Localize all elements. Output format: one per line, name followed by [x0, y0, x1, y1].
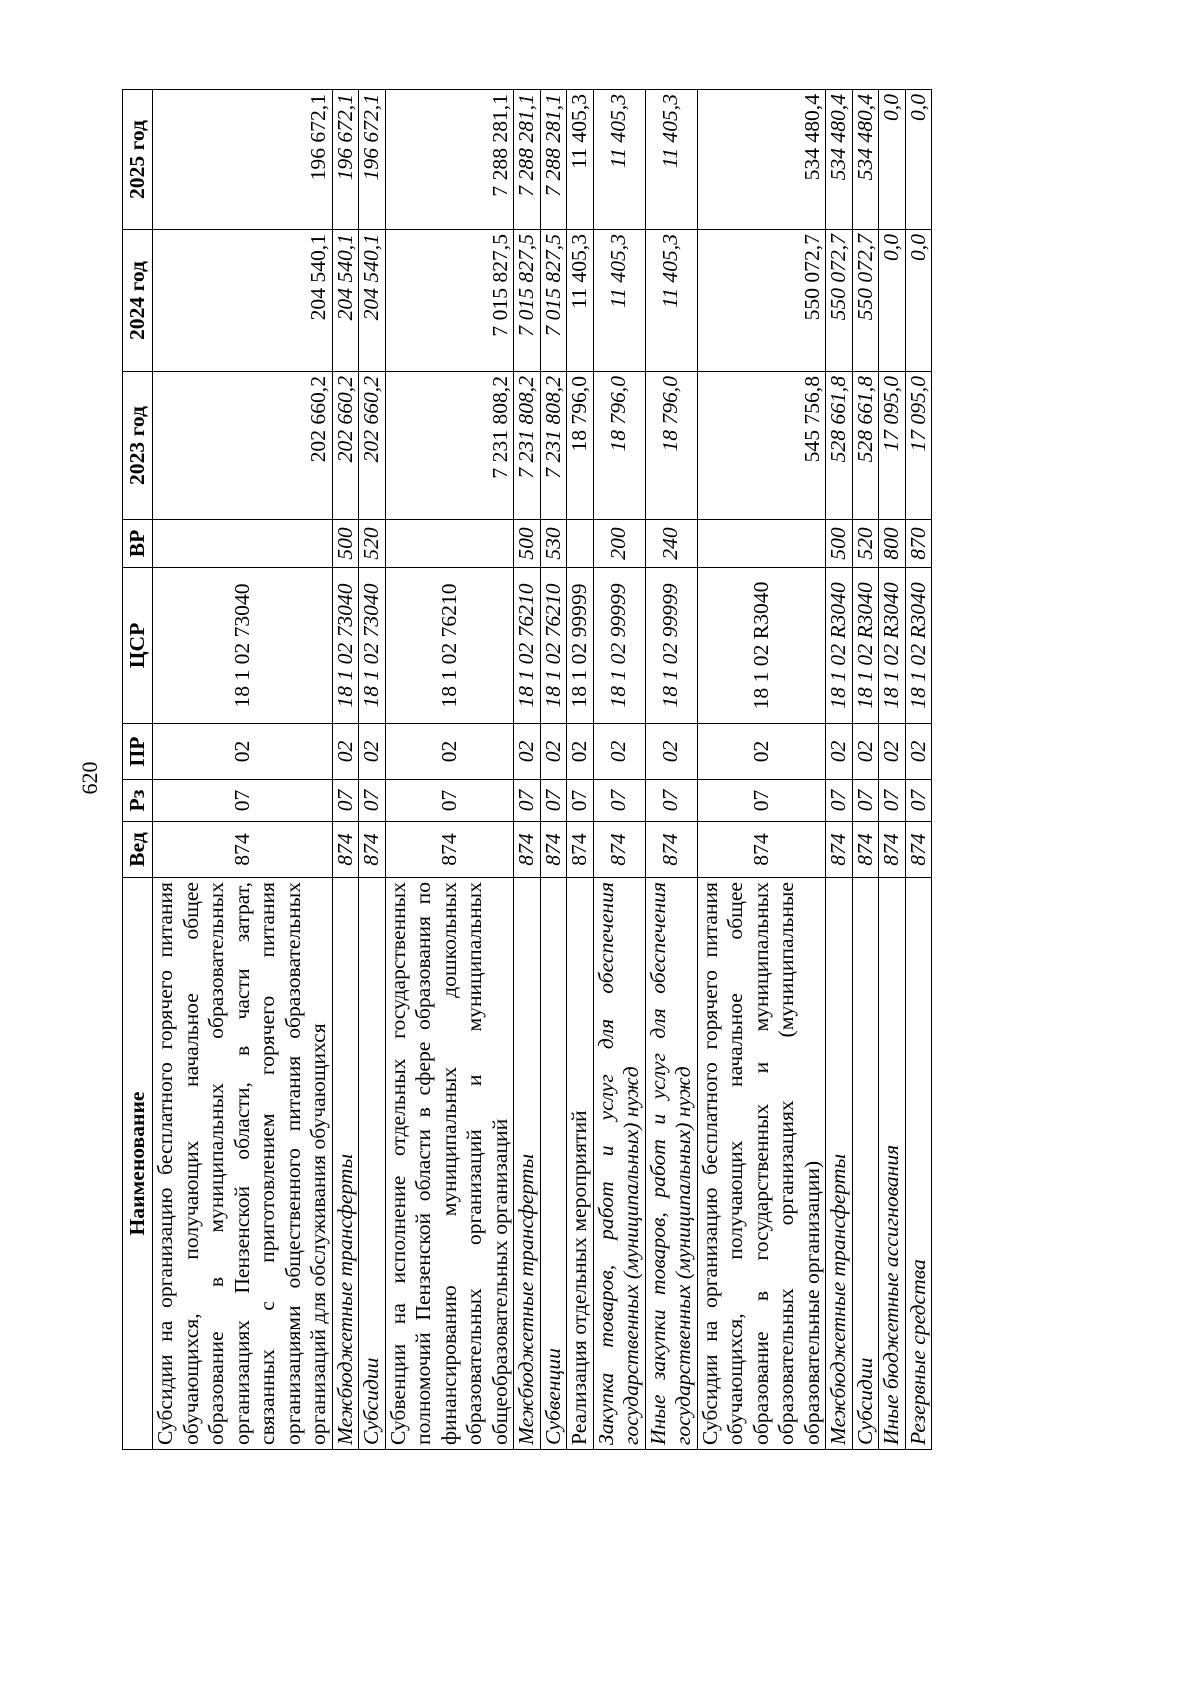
name-line: образовательных организациях (муниципальные: [774, 882, 798, 1445]
cell-year-2024: 11 405,3: [645, 230, 697, 372]
table-row: [385, 90, 514, 1450]
cell-name: [540, 878, 567, 1450]
cell-year-2024: 7 015 827,5: [540, 230, 567, 372]
table-row: [567, 90, 594, 1450]
cell-year-2025: 196 672,1: [359, 90, 386, 230]
cell-pr: 02: [332, 724, 359, 780]
cell-ved: 874: [645, 822, 697, 878]
cell-year-2023: 18 796,0: [645, 372, 697, 520]
cell-name: [879, 878, 906, 1450]
cell-csr: 18 1 02 99999: [567, 568, 594, 724]
cell-name: [645, 878, 697, 1450]
cell-name: [385, 878, 514, 1450]
budget-table: [122, 89, 932, 1450]
name-line: Межбюджетные трансферты: [332, 1153, 357, 1445]
cell-csr: 18 1 02 99999: [645, 568, 697, 724]
header-year-2025: 2025 год: [123, 90, 153, 230]
cell-rz: 07: [567, 780, 594, 822]
cell-csr: 18 1 02 99999: [593, 568, 645, 724]
header-name: Наименование: [123, 878, 153, 1450]
cell-csr: 18 1 02 73040: [153, 568, 333, 724]
cell-pr: 02: [540, 724, 567, 780]
cell-year-2023: 7 231 808,2: [540, 372, 567, 520]
cell-vr: 500: [514, 520, 541, 568]
cell-year-2025: 534 480,4: [697, 90, 826, 230]
cell-year-2025: 196 672,1: [332, 90, 359, 230]
cell-csr: 18 1 02 73040: [359, 568, 386, 724]
cell-rz: 07: [697, 780, 826, 822]
cell-year-2024: 204 540,1: [332, 230, 359, 372]
cell-year-2023: 7 231 808,2: [514, 372, 541, 520]
name-line: Закупка товаров, работ и услуг для обеспечения: [593, 882, 618, 1445]
page-number: 620: [77, 761, 102, 795]
cell-year-2024: 204 540,1: [153, 230, 333, 372]
cell-csr: 18 1 02 R3040: [879, 568, 906, 724]
cell-name: [514, 878, 541, 1450]
cell-vr: [697, 520, 826, 568]
cell-rz: 07: [645, 780, 697, 822]
cell-year-2025: 7 288 281,1: [385, 90, 514, 230]
cell-ved: 874: [852, 822, 879, 878]
table-row: [645, 90, 697, 1450]
name-line: образование в государственных и муниципальных: [748, 882, 773, 1445]
cell-year-2024: 11 405,3: [593, 230, 645, 372]
cell-vr: 520: [852, 520, 879, 568]
cell-year-2023: 7 231 808,2: [385, 372, 514, 520]
cell-rz: 07: [593, 780, 645, 822]
name-line: Субвенции: [540, 1348, 565, 1445]
cell-year-2024: 7 015 827,5: [385, 230, 514, 372]
cell-csr: 18 1 02 R3040: [905, 568, 932, 724]
cell-rz: 07: [332, 780, 359, 822]
header-csr: ЦСР: [123, 568, 153, 724]
name-line: связанных с приготовлением горячего питания: [255, 882, 279, 1445]
cell-rz: 07: [826, 780, 853, 822]
cell-name: [153, 878, 333, 1450]
name-line: Субсидии: [359, 1357, 383, 1445]
header-vr: ВР: [123, 520, 153, 568]
cell-year-2024: 204 540,1: [359, 230, 386, 372]
cell-pr: 02: [514, 724, 541, 780]
cell-ved: 874: [540, 822, 567, 878]
cell-year-2025: 196 672,1: [153, 90, 333, 230]
table-row: [879, 90, 906, 1450]
cell-rz: 07: [905, 780, 932, 822]
cell-ved: 874: [879, 822, 906, 878]
cell-ved: 874: [359, 822, 386, 878]
table-row: [540, 90, 567, 1450]
cell-ved: 874: [332, 822, 359, 878]
cell-year-2023: 17 095,0: [879, 372, 906, 520]
cell-year-2024: 550 072,7: [697, 230, 826, 372]
cell-csr: 18 1 02 76210: [540, 568, 567, 724]
cell-csr: 18 1 02 R3040: [826, 568, 853, 724]
cell-year-2023: 545 756,8: [697, 372, 826, 520]
name-line: финансированию муниципальных дошкольных: [436, 882, 461, 1445]
table-row: [697, 90, 826, 1450]
cell-year-2024: 0,0: [905, 230, 932, 372]
cell-csr: 18 1 02 R3040: [852, 568, 879, 724]
name-line: общеобразовательных организаций: [487, 1118, 512, 1445]
cell-csr: 18 1 02 R3040: [697, 568, 826, 724]
cell-csr: 18 1 02 76210: [385, 568, 514, 724]
cell-csr: 18 1 02 73040: [332, 568, 359, 724]
cell-rz: 07: [540, 780, 567, 822]
cell-year-2025: 0,0: [879, 90, 906, 230]
cell-year-2025: 11 405,3: [593, 90, 645, 230]
cell-vr: 200: [593, 520, 645, 568]
cell-vr: 520: [359, 520, 386, 568]
cell-csr: 18 1 02 76210: [514, 568, 541, 724]
cell-vr: 500: [332, 520, 359, 568]
table-row: [514, 90, 541, 1450]
header-rz: Рз: [123, 780, 153, 822]
name-line: Иные закупки товаров, работ и услуг для обеспечения: [645, 882, 670, 1445]
cell-ved: 874: [514, 822, 541, 878]
cell-year-2023: 17 095,0: [905, 372, 932, 520]
name-line: Резервные средства: [905, 1259, 930, 1445]
cell-rz: 07: [852, 780, 879, 822]
cell-ved: 874: [697, 822, 826, 878]
cell-pr: 02: [153, 724, 333, 780]
name-line: обучающихся, получающих начальное общее: [178, 882, 203, 1445]
name-line: полномочий Пензенской области в сфере образования по: [411, 882, 435, 1445]
cell-vr: [153, 520, 333, 568]
cell-name: [567, 878, 594, 1450]
cell-vr: 870: [905, 520, 932, 568]
header-ved: Вед: [123, 822, 153, 878]
name-line: организациями общественного питания образовательных: [280, 882, 305, 1445]
name-line: обучающихся, получающих начальное общее: [723, 882, 747, 1445]
cell-vr: [567, 520, 594, 568]
cell-pr: 02: [905, 724, 932, 780]
cell-year-2024: 550 072,7: [826, 230, 853, 372]
cell-year-2023: 528 661,8: [852, 372, 879, 520]
cell-year-2023: 18 796,0: [593, 372, 645, 520]
name-line: государственных (муниципальных) нужд: [619, 1066, 643, 1445]
name-line: образовательных организаций и муниципальных: [462, 882, 486, 1445]
cell-year-2023: 202 660,2: [332, 372, 359, 520]
cell-year-2023: 18 796,0: [567, 372, 594, 520]
cell-year-2024: 11 405,3: [567, 230, 594, 372]
cell-year-2025: 7 288 281,1: [514, 90, 541, 230]
cell-ved: 874: [905, 822, 932, 878]
cell-vr: 500: [826, 520, 853, 568]
table-row: [905, 90, 932, 1450]
cell-name: [697, 878, 826, 1450]
cell-name: [826, 878, 853, 1450]
table-row: [852, 90, 879, 1450]
name-line: образование в муниципальных образовательных: [204, 882, 228, 1445]
cell-pr: 02: [697, 724, 826, 780]
cell-name: [905, 878, 932, 1450]
name-line: Субвенции на исполнение отдельных государственных: [385, 882, 410, 1445]
cell-rz: 07: [153, 780, 333, 822]
cell-name: [359, 878, 386, 1450]
cell-pr: 02: [879, 724, 906, 780]
cell-year-2024: 7 015 827,5: [514, 230, 541, 372]
name-line: образовательные организации): [799, 1160, 824, 1445]
name-line: Субсидии: [852, 1357, 877, 1445]
table-body: [153, 90, 932, 1450]
name-line: организаций для обслуживания обучающихся: [306, 1023, 330, 1445]
header-pr: ПР: [123, 724, 153, 780]
cell-rz: 07: [879, 780, 906, 822]
cell-pr: 02: [645, 724, 697, 780]
cell-rz: 07: [359, 780, 386, 822]
cell-year-2023: 528 661,8: [826, 372, 853, 520]
cell-ved: 874: [826, 822, 853, 878]
budget-table-wrapper: [122, 90, 932, 1450]
header-year-2024: 2024 год: [123, 230, 153, 372]
cell-vr: [385, 520, 514, 568]
table-row: [593, 90, 645, 1450]
table-row: [332, 90, 359, 1450]
cell-year-2023: 202 660,2: [359, 372, 386, 520]
table-header: [123, 90, 153, 1450]
cell-vr: 800: [879, 520, 906, 568]
name-line: Реализация отдельных мероприятий: [567, 1110, 591, 1445]
cell-pr: 02: [567, 724, 594, 780]
cell-year-2024: 0,0: [879, 230, 906, 372]
cell-year-2024: 550 072,7: [852, 230, 879, 372]
cell-year-2025: 534 480,4: [852, 90, 879, 230]
cell-year-2023: 202 660,2: [153, 372, 333, 520]
name-line: Межбюджетные трансферты: [514, 1153, 538, 1445]
name-line: Субсидии на организацию бесплатного горячего питания: [153, 882, 177, 1445]
cell-ved: 874: [567, 822, 594, 878]
name-line: государственных (муниципальных) нужд: [671, 1066, 695, 1445]
cell-name: [593, 878, 645, 1450]
cell-year-2025: 7 288 281,1: [540, 90, 567, 230]
cell-name: [332, 878, 359, 1450]
table-row: [153, 90, 333, 1450]
cell-year-2025: 11 405,3: [567, 90, 594, 230]
cell-pr: 02: [593, 724, 645, 780]
name-line: организациях Пензенской области, в части затрат,: [229, 882, 254, 1445]
name-line: Субсидии на организацию бесплатного горячего питания: [697, 882, 722, 1445]
cell-pr: 02: [385, 724, 514, 780]
cell-year-2025: 0,0: [905, 90, 932, 230]
cell-pr: 02: [826, 724, 853, 780]
cell-vr: 530: [540, 520, 567, 568]
cell-year-2025: 534 480,4: [826, 90, 853, 230]
cell-pr: 02: [359, 724, 386, 780]
cell-ved: 874: [593, 822, 645, 878]
cell-ved: 874: [385, 822, 514, 878]
cell-ved: 874: [153, 822, 333, 878]
cell-vr: 240: [645, 520, 697, 568]
cell-rz: 07: [385, 780, 514, 822]
cell-name: [852, 878, 879, 1450]
cell-year-2025: 11 405,3: [645, 90, 697, 230]
cell-rz: 07: [514, 780, 541, 822]
header-row: [123, 90, 153, 1450]
table-row: [826, 90, 853, 1450]
table-row: [359, 90, 386, 1450]
cell-pr: 02: [852, 724, 879, 780]
name-line: Иные бюджетные ассигнования: [879, 1144, 903, 1445]
header-year-2023: 2023 год: [123, 372, 153, 520]
name-line: Межбюджетные трансферты: [826, 1153, 850, 1445]
